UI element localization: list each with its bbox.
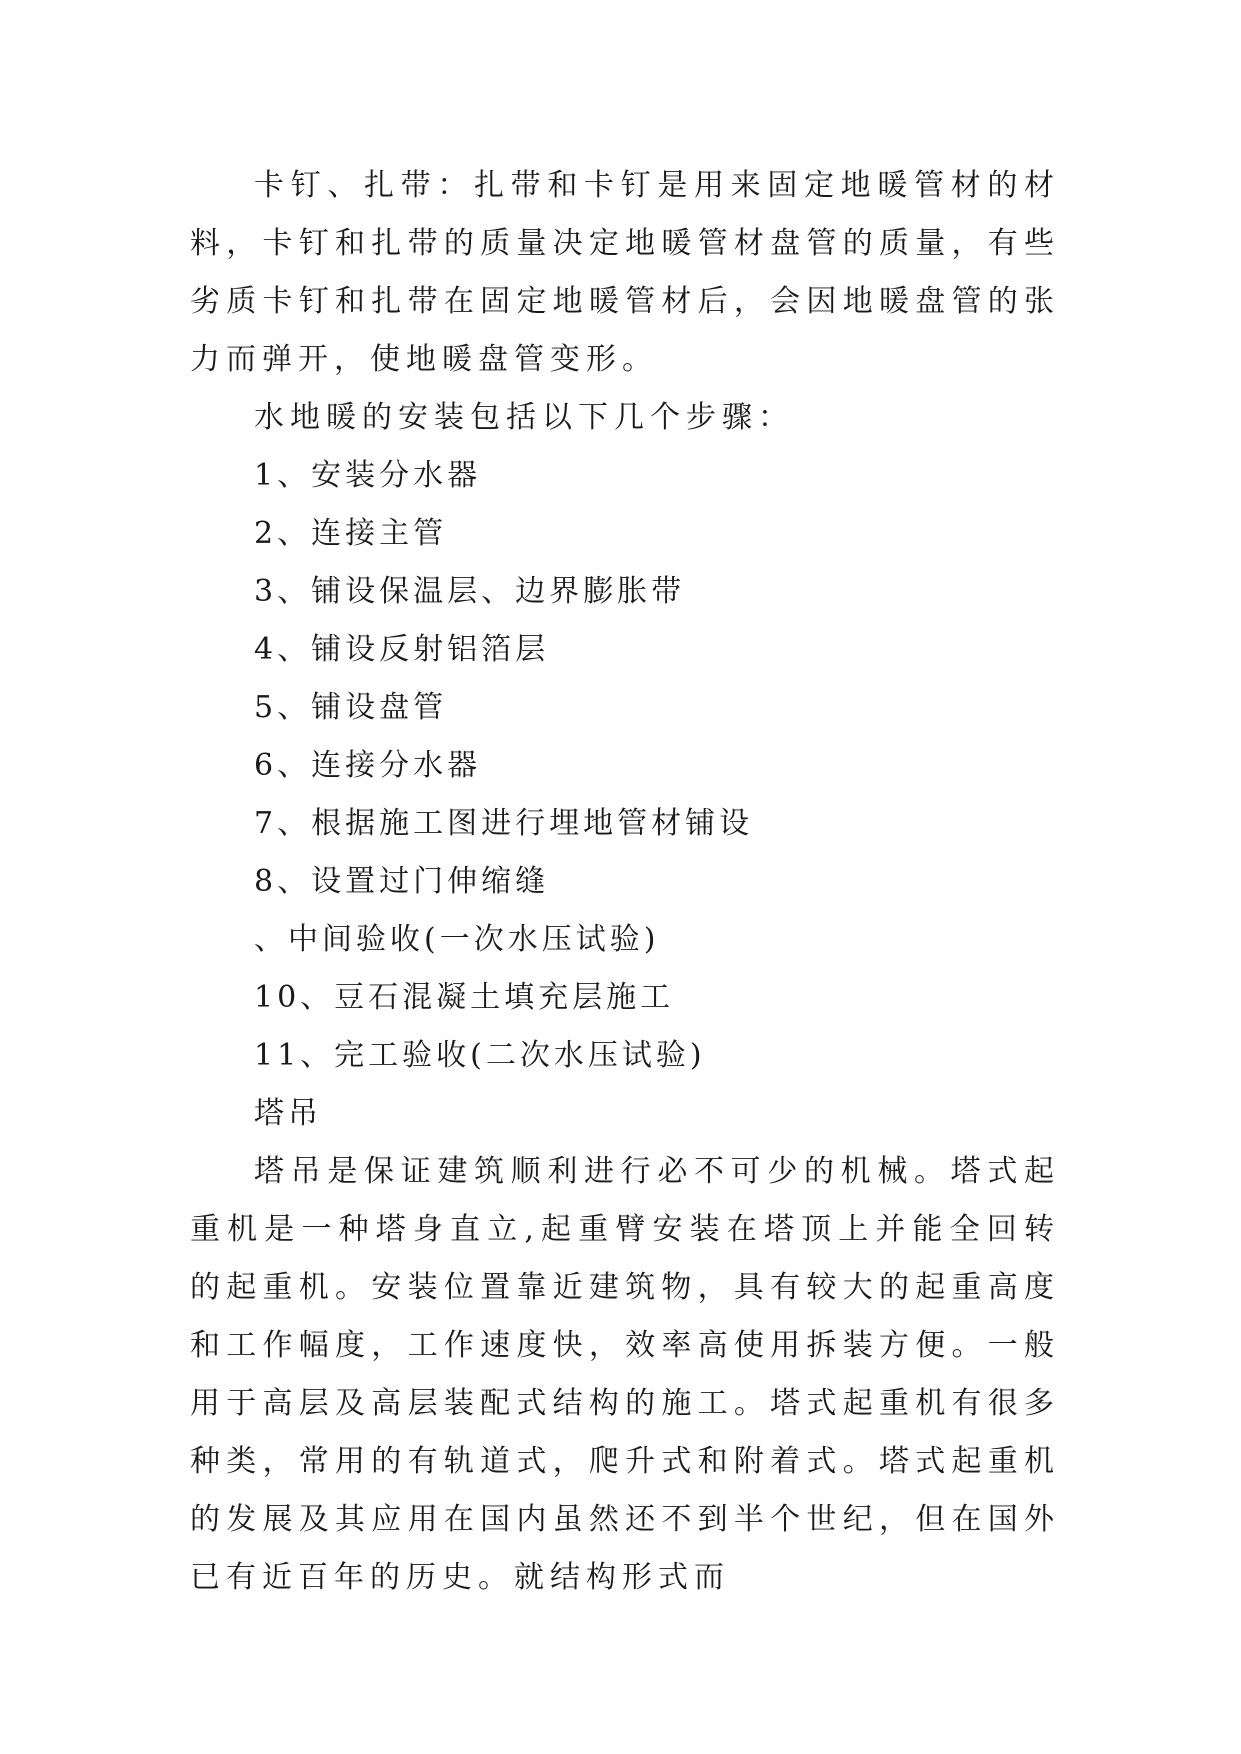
step-item: 10、豆石混凝土填充层施工 [254,980,675,1015]
step-item: 4、铺设反射铝箔层 [254,632,550,667]
document-body [190,157,1060,1607]
step-item: 、中间验收(一次水压试验) [254,922,660,957]
paragraph-tower-crane: 塔吊是保证建筑顺利进行必不可少的机械。塔式起重机是一种塔身直立,起重臂安装在塔顶上并能全回转的起重机。安装位置靠近建筑物，具有较大的起重高度和工作幅度，工作速度快，效率高使用拆装方便。一般用于高层及高层装配式结构的施工。塔式起重机有很多种类，常用的有轨道式，爬升式和附着式。塔式起重机的发展及其应用在国内虽然还不到半个世纪，但在国外已有近百年的历史。就结构形式而 [190,1154,1060,1595]
step-item: 8、设置过门伸缩缝 [254,864,550,899]
step-item: 7、根据施工图进行埋地管材铺设 [254,806,754,841]
step-item: 11、完工验收(二次水压试验) [254,1038,706,1073]
step-item: 5、铺设盘管 [254,690,448,725]
step-item: 3、铺设保温层、边界膨胀带 [254,574,686,609]
step-item: 1、安装分水器 [254,458,482,493]
paragraph-clips-ties: 卡钉、扎带：扎带和卡钉是用来固定地暖管材的材料，卡钉和扎带的质量决定地暖管材盘管的质量，有些劣质卡钉和扎带在固定地暖管材后，会因地暖盘管的张力而弹开，使地暖盘管变形。 [190,168,1060,377]
step-item: 6、连接分水器 [254,748,482,783]
section-heading-tower-crane: 塔吊 [254,1096,322,1131]
paragraph-installation-intro: 水地暖的安装包括以下几个步骤： [254,400,794,435]
step-item: 2、连接主管 [254,516,448,551]
